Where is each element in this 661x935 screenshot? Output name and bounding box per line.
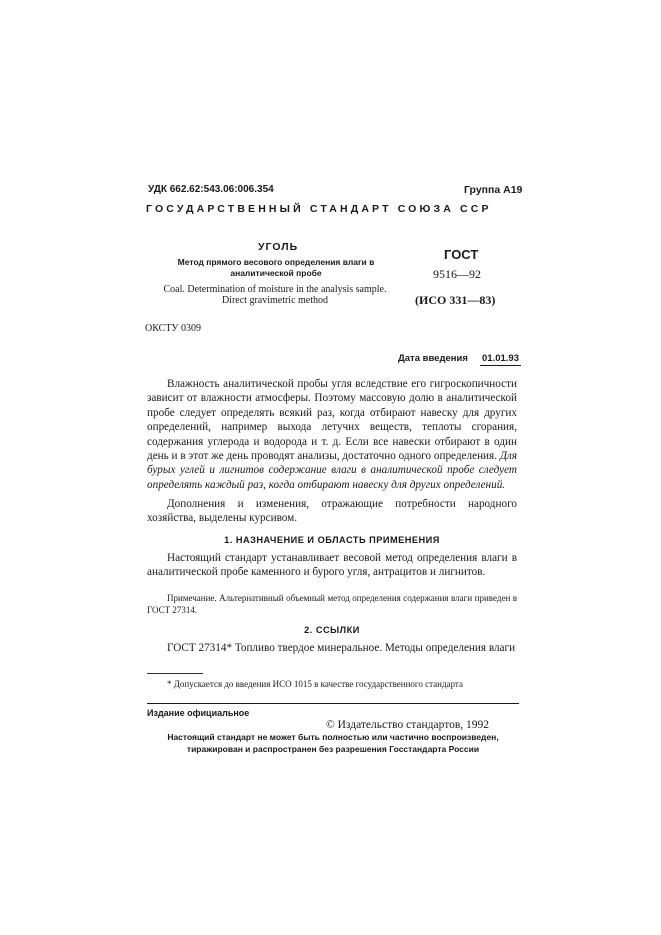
note (147, 593, 517, 616)
subtitle-russian: Метод прямого весового определения влаги в аналитической пробе (177, 257, 375, 278)
footnote: * Допускается до введения ИСО 1015 в качестве государственного стандарта (167, 679, 463, 689)
intro-paragraph (147, 377, 517, 492)
intro-date-label: Дата введения (398, 353, 468, 364)
copyright: © Издательство стандартов, 1992 (326, 719, 490, 731)
state-standard-heading: ГОСУДАРСТВЕННЫЙ СТАНДАРТ СОЮЗА ССР (146, 203, 492, 215)
udk-code: УДК 662.62:543.06:006.354 (148, 184, 274, 195)
group-code: Группа А19 (464, 184, 523, 196)
additions-paragraph: Дополнения и изменения, отражающие потребности народного хозяйства, выделены курсивом. (147, 498, 517, 525)
note-label: Примечание. (167, 593, 217, 603)
section2-text: ГОСТ 27314* Топливо твердое минеральное. Методы определения влаги (167, 642, 516, 654)
footnote-divider (147, 673, 203, 674)
reproduction-notice: Настоящий стандарт не может быть полностью или частично воспроизведен, тиражирован и распространен без разрешения Госстандарта России (167, 732, 499, 754)
okstu-code: ОКСТУ 0309 (145, 323, 202, 334)
intro-paragraph-text: Влажность аналитической пробы угля вследствие его гигроскопичности зависит от влажности атмосферы. Поэтому массовую долю в аналитической пробе следует определять всякий раз, когда отбирают навеску для других определений, например выхода летучих веществ, теплоты сгорания, содержания углерода и водорода и т. д. Если все навески отбирают в один день и в этот же день проводят анализы, достаточно одного определения. (147, 378, 517, 463)
gost-number: 9516—92 (433, 267, 481, 281)
subtitle-english: Coal. Determination of moisture in the analysis sample. Direct gravimetric method (163, 284, 387, 306)
section1-heading: 1. НАЗНАЧЕНИЕ И ОБЛАСТЬ ПРИМЕНЕНИЯ (224, 535, 440, 545)
section1-text: Настоящий стандарт устанавливает весовой метод определения влаги в аналитической пробе каменного и бурого угля, антрацитов и лигнитов. (147, 552, 517, 579)
section2-heading: 2. ССЫЛКИ (304, 625, 360, 635)
edition-label: Издание официальное (147, 708, 250, 718)
intro-date-value: 01.01.93 (482, 353, 519, 364)
intro-paragraph-italic: Для бурых углей и лигнитов содержание влаги в аналитической пробе следует определять каждый раз, когда отбирают навеску для других определений. (147, 450, 518, 491)
document-title: УГОЛЬ (258, 241, 299, 253)
gost-label: ГОСТ (444, 247, 479, 262)
footer-divider (147, 703, 519, 704)
note-text: Альтернативный объемный метод определения содержания влаги приведен в ГОСТ 27314. (147, 593, 517, 615)
iso-reference: (ИСО 331—83) (415, 293, 496, 307)
